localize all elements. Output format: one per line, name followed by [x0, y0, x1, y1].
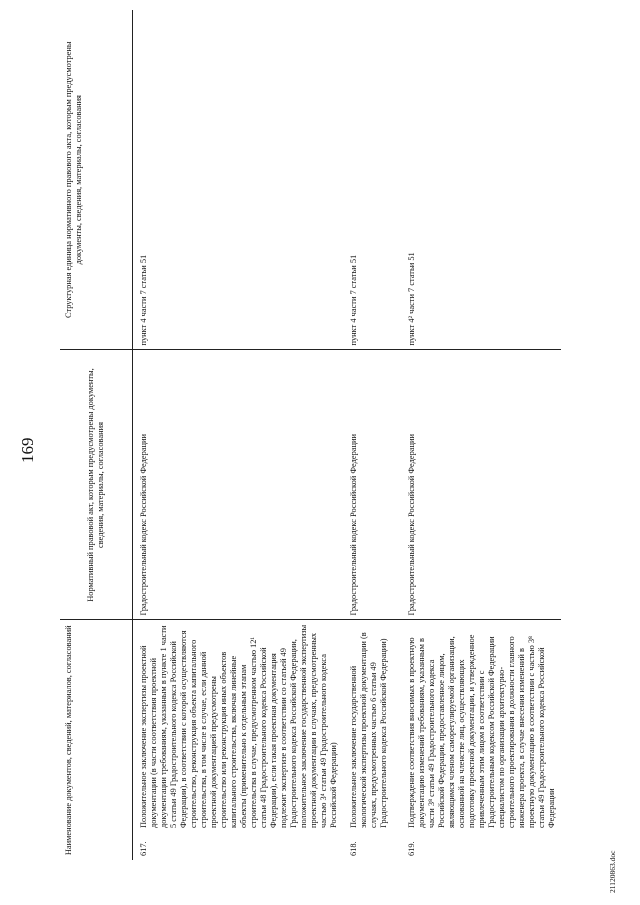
header-unit: Структурная единица нормативного правового акта, которым предусмотрены документы, сведения, материалы, согласования	[60, 10, 133, 350]
header-act: Нормативный правовой акт, которым предусмотрены документы, сведения, материалы, согласования	[60, 350, 133, 620]
file-name-footer: 21120863.doc	[608, 850, 617, 893]
table-row	[401, 10, 561, 860]
row-unit: пункт 4 части 7 статьи 51	[349, 254, 358, 346]
row-name: Положительное заключение экспертизы проектной документации (в части соответствия проектной документации требованиям, указанным в пункте 1 части 5 статьи 49 Градостроительного кодекса Российской Федерации), в соответствии с которой осуществляются строительство, реконструкция объекта капитального строительства, в том числе в случае, если данной проектной документацией предусмотрены строительство или реконструкция иных объектов капитального строительства, включая линейные объекты (применительно к отдельным этапам строительства в случае, предусмотренном частью 12¹ статьи 48 Градостроительного кодекса Российской Федерации), если такая проектная документация подлежит экспертизе в соответствии со статьей 49 Градостроительного кодекса Российской Федерации, положительное заключение государственной экспертизы проектной документации в случаях, предусмотренных частью 3⁴ статьи 49 Градостроительного кодекса Российской Федерации)	[133, 620, 344, 832]
row-act: Градостроительный кодекс Российской Федерации	[401, 350, 561, 620]
row-unit: пункт 4² части 7 статьи 51	[407, 252, 416, 346]
document-table	[60, 10, 561, 860]
table-header-row	[60, 10, 133, 860]
header-name: Наименование документов, сведений, материалов, согласований	[60, 620, 133, 860]
table-row	[133, 10, 344, 860]
table-row	[343, 10, 401, 860]
row-number: 618.	[349, 841, 358, 856]
row-act: Градостроительный кодекс Российской Федерации	[343, 350, 401, 620]
row-number: 619.	[407, 841, 416, 856]
row-unit: пункт 4 части 7 статьи 51	[139, 254, 148, 346]
row-name: Подтверждение соответствия вносимых в проектную документацию изменений требованиям, указанным в части 3⁸ статьи 49 Градостроительного кодекса Российской Федерации, предоставленное лицом, являющимся членом саморегулируемой организации, основанной на членстве лиц, осуществляющих подготовку проектной документации, и утвержденное привлеченным этим лицом в соответствии с Градостроительным кодексом Российской Федерации специалистом по организации архитектурно-строительного проектирования в должности главного инженера проекта, в случае внесения изменений в проектную документацию в соответствии с частью 3⁸ статьи 49 Градостроительного кодекса Российской Федерации	[401, 620, 561, 832]
row-act: Градостроительный кодекс Российской Федерации	[133, 350, 344, 620]
page-number: 169	[18, 437, 37, 463]
row-number: 617.	[139, 841, 148, 856]
row-name: Положительное заключение государственной экологической экспертизы проектной документации (в случаях, предусмотренных частью 6 статьи 49 Градостроительного кодекса Российской Федерации)	[343, 620, 401, 832]
